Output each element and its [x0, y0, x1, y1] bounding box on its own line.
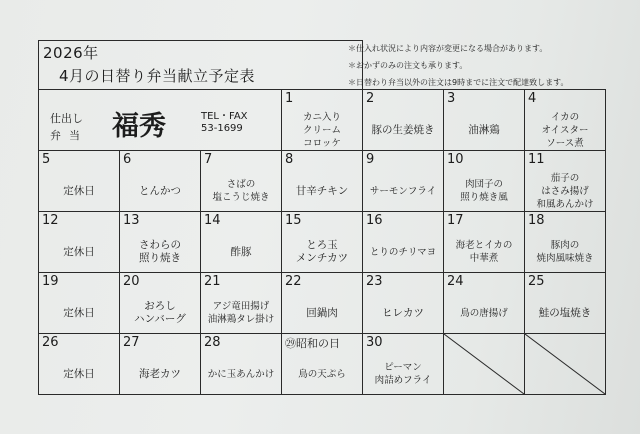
day-number: 8	[285, 152, 294, 167]
day-number: 27	[123, 335, 140, 350]
day-number: 7	[204, 152, 213, 167]
day-menu: 定休日	[63, 184, 95, 197]
day-menu: おろし ハンバーグ	[134, 300, 186, 325]
day-menu: さわらの 照り焼き	[139, 239, 181, 264]
empty-day-cell	[525, 334, 606, 395]
day-cell	[363, 151, 444, 212]
day-menu: イカの オイスター ソース煮	[541, 111, 589, 149]
day-menu: とろ玉 メンチカツ	[295, 239, 349, 264]
day-menu: 酢豚	[230, 245, 252, 258]
day-menu: ピーマン 肉詰めフライ	[374, 362, 432, 386]
day-cell	[525, 90, 606, 151]
day-cell	[282, 334, 363, 395]
day-number: 5	[42, 152, 51, 167]
day-number: 15	[285, 213, 302, 228]
note-line: ＊仕入れ状況により内容が変更になる場合があります。	[348, 44, 548, 53]
page-title: 4月の日替り弁当献立予定表	[59, 67, 256, 85]
diagonal-strike	[525, 334, 605, 394]
day-number: 23	[366, 274, 383, 289]
day-cell	[282, 151, 363, 212]
title-year: 2026年	[43, 44, 99, 62]
note-line: ＊日替わり弁当以外の注文は9時までに注文で配達致します。	[348, 78, 569, 87]
day-cell	[444, 151, 525, 212]
day-cell	[363, 273, 444, 334]
day-cell	[201, 212, 282, 273]
day-menu: 定休日	[63, 367, 95, 380]
day-number: 20	[123, 274, 140, 289]
day-menu: とりのチリマヨ	[369, 246, 437, 258]
day-cell	[201, 334, 282, 395]
tel-label: TEL・FAX	[201, 111, 248, 122]
day-cell	[120, 273, 201, 334]
day-number: 3	[447, 91, 456, 106]
day-menu: 海老とイカの 中華煮	[455, 240, 513, 264]
day-cell	[525, 151, 606, 212]
day-cell	[525, 273, 606, 334]
day-cell	[444, 273, 525, 334]
day-number: 22	[285, 274, 302, 289]
day-number: 10	[447, 152, 464, 167]
day-cell	[39, 273, 120, 334]
day-menu: 茄子の はさみ揚げ 和風あんかけ	[536, 172, 594, 210]
note-line: ＊おかずのみの注文も承ります。	[348, 61, 468, 70]
diagonal-strike	[444, 334, 524, 394]
day-menu: 甘辛チキン	[295, 184, 349, 197]
day-cell	[444, 90, 525, 151]
day-number: 17	[447, 213, 464, 228]
day-number: 6	[123, 152, 132, 167]
day-cell	[39, 151, 120, 212]
day-cell	[282, 90, 363, 151]
day-menu: サーモンフライ	[369, 185, 437, 197]
day-number: 25	[528, 274, 545, 289]
day-number: 26	[42, 335, 59, 350]
day-menu: カニ入り クリーム コロッケ	[302, 111, 341, 149]
day-menu: アジ竜田揚げ 油淋鶏タレ掛け	[207, 301, 275, 325]
day-number: 1	[285, 91, 294, 106]
notes-block	[348, 40, 633, 91]
day-menu: かに玉あんかけ	[207, 368, 275, 380]
day-cell	[363, 90, 444, 151]
day-number: 30	[366, 335, 383, 350]
day-cell	[363, 334, 444, 395]
day-cell	[363, 212, 444, 273]
day-menu: ヒレカツ	[382, 306, 424, 319]
day-number: 12	[42, 213, 59, 228]
day-menu: 鮭の塩焼き	[538, 306, 592, 319]
day-number: 13	[123, 213, 140, 228]
shop-name: 福秀	[112, 111, 166, 142]
day-menu: 鳥の天ぷら	[298, 368, 346, 380]
day-menu: さばの 塩こうじ焼き	[212, 179, 270, 203]
shop-label-catering: 仕出し	[50, 112, 83, 125]
menu-calendar	[38, 40, 606, 395]
day-menu: とんかつ	[139, 184, 181, 197]
day-menu: 鳥の唐揚げ	[460, 307, 508, 319]
day-menu: 定休日	[63, 306, 95, 319]
day-cell	[444, 212, 525, 273]
day-number: 28	[204, 335, 221, 350]
day-number: 21	[204, 274, 221, 289]
day-number: 19	[42, 274, 59, 289]
shop-info	[39, 90, 282, 151]
day-number: ㉙昭和の日	[285, 337, 340, 350]
day-menu: 豚の生姜焼き	[371, 123, 435, 136]
title-block	[39, 41, 363, 90]
day-cell	[120, 151, 201, 212]
shop-label-bento: 弁当	[50, 129, 88, 142]
day-cell	[201, 273, 282, 334]
day-number: 4	[528, 91, 537, 106]
day-cell	[201, 151, 282, 212]
day-cell	[120, 334, 201, 395]
day-number: 14	[204, 213, 221, 228]
day-menu: 回鍋肉	[306, 306, 338, 319]
tel-number: 53-1699	[201, 123, 243, 134]
day-cell	[39, 212, 120, 273]
day-cell	[282, 273, 363, 334]
day-number: 9	[366, 152, 375, 167]
day-menu: 海老カツ	[139, 367, 181, 380]
day-number: 11	[528, 152, 545, 167]
day-menu: 豚肉の 焼肉風味焼き	[536, 240, 594, 264]
day-cell	[525, 212, 606, 273]
day-number: 24	[447, 274, 464, 289]
day-menu: 油淋鶏	[468, 123, 500, 136]
day-number: 2	[366, 91, 375, 106]
day-number: 18	[528, 213, 545, 228]
day-number: 16	[366, 213, 383, 228]
day-cell	[39, 334, 120, 395]
day-cell	[282, 212, 363, 273]
empty-day-cell	[444, 334, 525, 395]
day-menu: 肉団子の 照り焼き風	[460, 179, 508, 203]
day-menu: 定休日	[63, 245, 95, 258]
day-cell	[120, 212, 201, 273]
